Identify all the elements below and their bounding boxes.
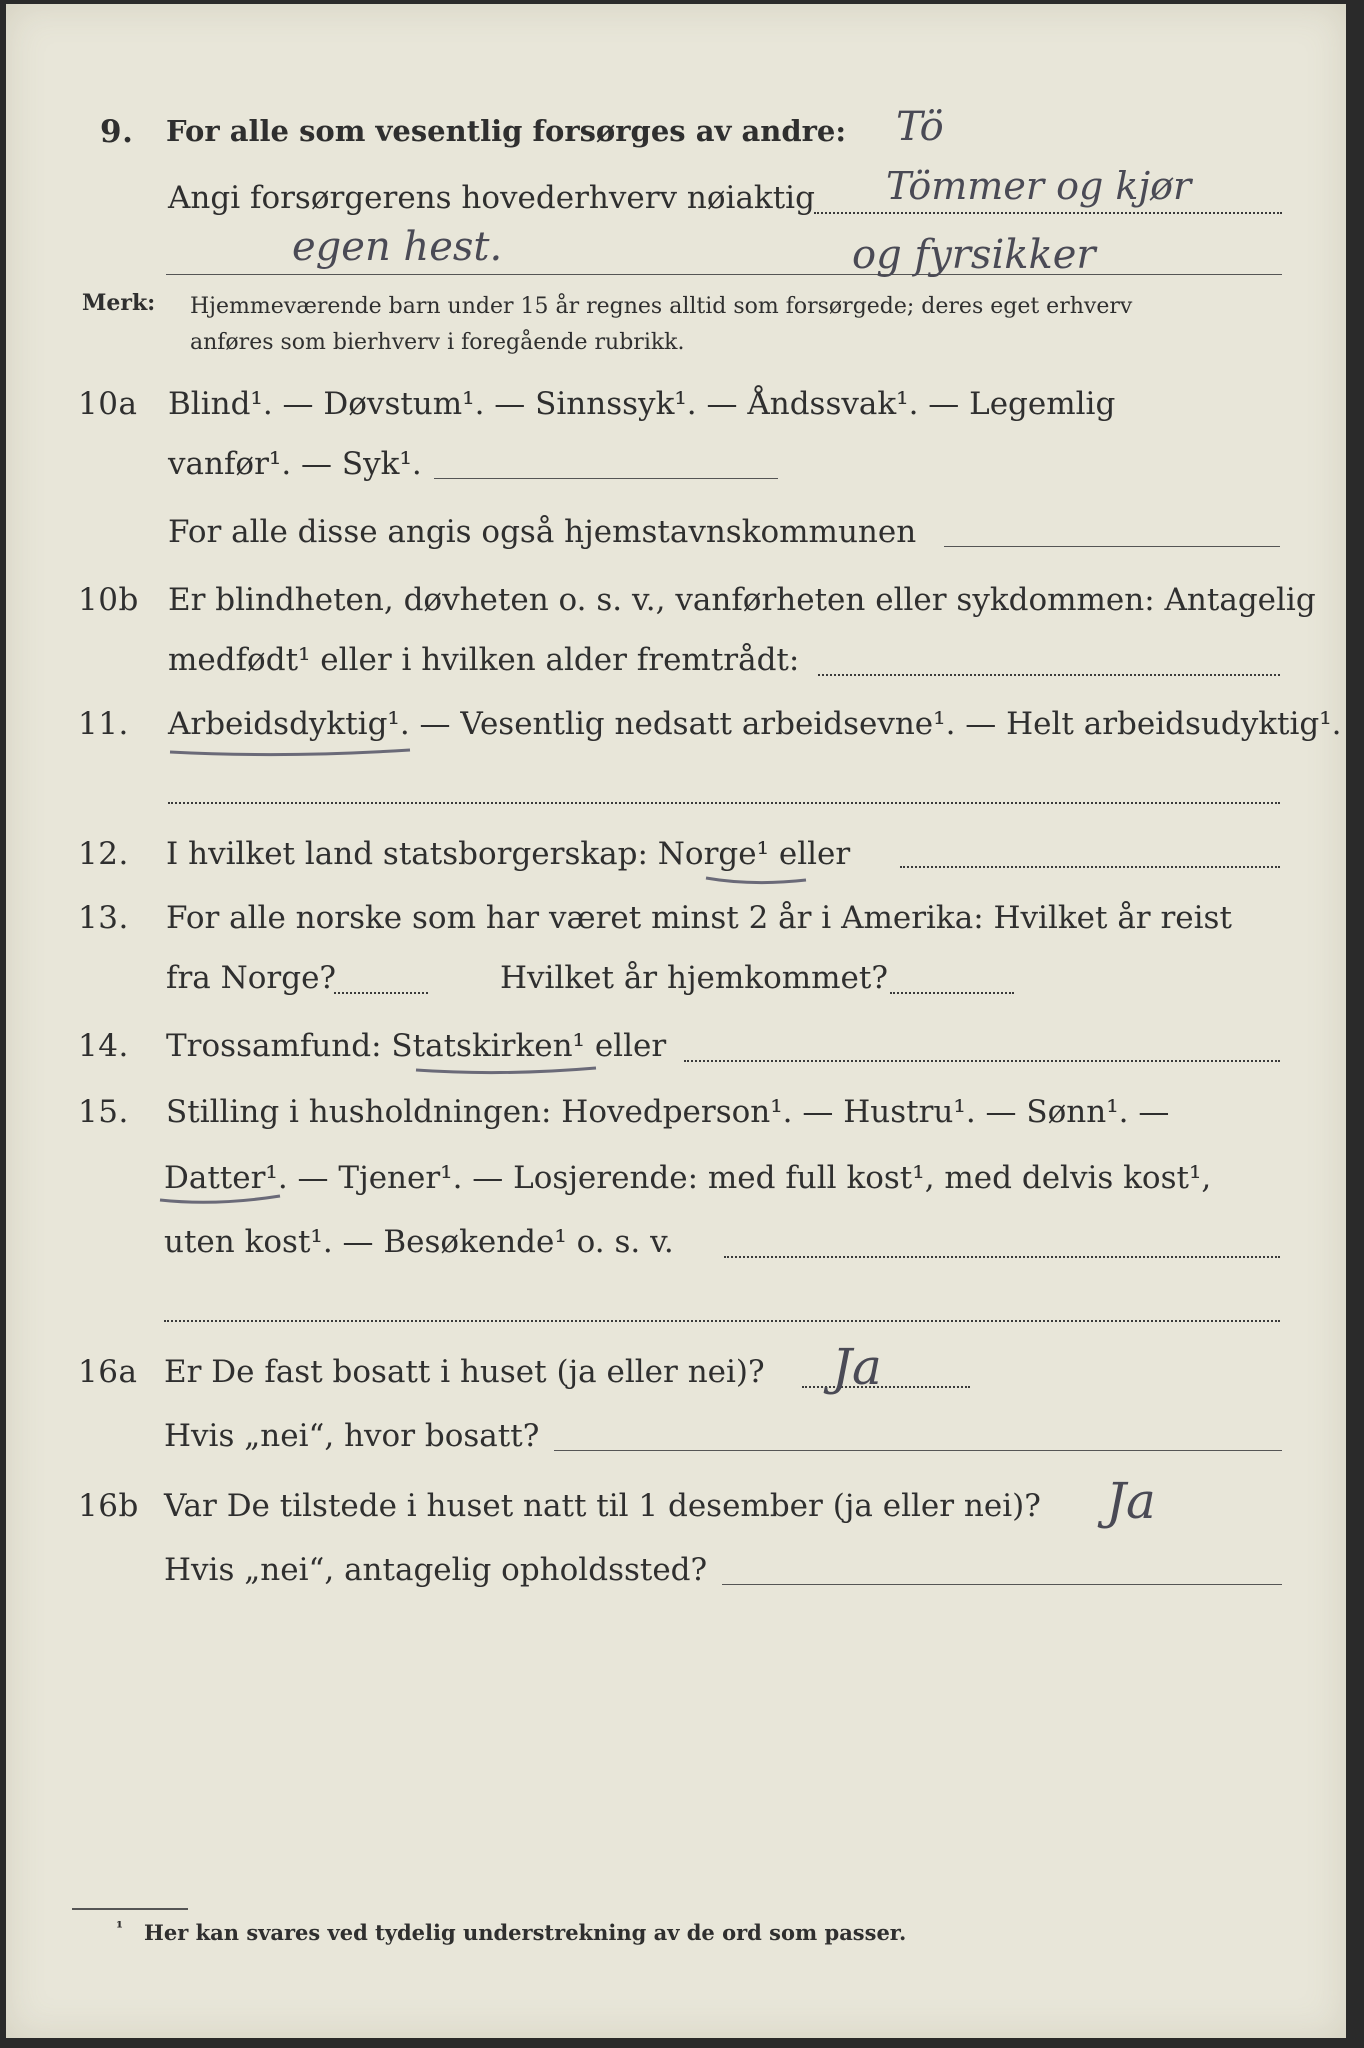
q10b-answer-line (818, 674, 1280, 676)
q9-answer-line-2 (166, 274, 1282, 275)
q15-line-3: uten kost¹. — Besøkende¹ o. s. v. (164, 1224, 674, 1260)
q15-underline-mark (156, 1190, 286, 1208)
q16a-bosatt-line (554, 1450, 1282, 1451)
q12-number: 12. (78, 836, 129, 872)
q15-line-1: Stilling i husholdningen: Hovedperson¹. — Hustru¹. — Sønn¹. — (166, 1094, 1170, 1130)
q10a-line-3: For alle disse angis også hjemstavnskommunen (168, 514, 917, 550)
q16a-line-1: Er De fast bosatt i huset (ja eller nei)? (164, 1354, 765, 1390)
merk-label: Merk: (82, 290, 156, 316)
q10a-line-1: Blind¹. — Døvstum¹. — Sinnssyk¹. — Åndssvak¹. — Legemlig (168, 386, 1116, 422)
q10a-line-2: vanfør¹. — Syk¹. (168, 446, 422, 482)
merk-line-1: Hjemmeværende barn under 15 år regnes alltid som forsørgede; deres eget erhverv (190, 294, 1133, 319)
q10a-kommune-line (944, 546, 1280, 547)
q15-answer-line (724, 1256, 1280, 1258)
q15-number: 15. (78, 1094, 129, 1130)
footnote-text: Her kan svares ved tydelig understrekning av de ord som passer. (144, 1920, 907, 1945)
footnote-mark: ¹ (116, 1918, 124, 1937)
q10a-syk-line (434, 478, 778, 479)
q15-line-2: Datter¹. — Tjener¹. — Losjerende: med full kost¹, med delvis kost¹, (164, 1160, 1212, 1196)
merk-line-2: anføres som bierhverv i foregående rubrikk. (190, 330, 685, 355)
q12-line-1: I hvilket land statsborgerskap: Norge¹ eller (166, 836, 851, 872)
q16a-answer-handwritten: Ja (832, 1338, 882, 1396)
q13-line-1: For alle norske som har været minst 2 år i Amerika: Hvilket år reist (166, 900, 1232, 936)
q14-number: 14. (78, 1028, 129, 1064)
q12-underline-mark (702, 872, 812, 888)
q10b-line-1: Er blindheten, døvheten o. s. v., vanførheten eller sykdommen: Antagelig (168, 582, 1316, 618)
q14-answer-line (684, 1060, 1280, 1062)
q16b-answer-handwritten: Ja (1106, 1472, 1156, 1530)
q16b-opholdssted-line (722, 1584, 1282, 1585)
q16b-line-2: Hvis „nei“, antagelig opholdssted? (164, 1552, 708, 1588)
q12-answer-line (900, 866, 1280, 868)
q9-prompt: Angi forsørgerens hovederhverv nøiaktig (168, 180, 815, 216)
q13-hjemkommet-line (890, 992, 1014, 994)
q10a-number: 10a (78, 386, 138, 422)
q14-line-1: Trossamfund: Statskirken¹ eller (166, 1028, 667, 1064)
q11-line-1: Arbeidsdyktig¹. — Vesentlig nedsatt arbeidsevne¹. — Helt arbeidsudyktig¹. (168, 706, 1342, 742)
q16a-number: 16a (78, 1354, 138, 1390)
q9-answer-handwritten-2b: og fyrsikker (852, 232, 1096, 278)
q9-answer-handwritten-2a: egen hest. (292, 224, 503, 270)
q9-answer-line-1 (814, 212, 1282, 214)
census-form-page (6, 4, 1346, 2038)
q13-reist-line (334, 992, 428, 994)
q9-number: 9. (100, 114, 134, 150)
q16b-line-1: Var De tilstede i huset natt til 1 desember (ja eller nei)? (164, 1488, 1041, 1524)
q16a-line-2: Hvis „nei“, hvor bosatt? (164, 1418, 540, 1454)
q10b-line-2: medfødt¹ eller i hvilken alder fremtrådt: (168, 642, 800, 678)
q14-underline-mark (412, 1062, 602, 1080)
q13-number: 13. (78, 900, 129, 936)
q11-underline-mark (166, 742, 416, 762)
q9-answer-handwritten-1: Tömmer og kjør (886, 164, 1192, 208)
q13-line-2a: fra Norge? (166, 960, 337, 996)
q16b-number: 16b (78, 1488, 139, 1524)
q11-number: 11. (78, 706, 129, 742)
q15-answer-line-2 (164, 1320, 1280, 1322)
q13-line-2b: Hvilket år hjemkommet? (500, 960, 888, 996)
q9-hand-mark: Tö (896, 104, 944, 150)
q9-title: For alle som vesentlig forsørges av andre: (166, 114, 847, 148)
q10b-number: 10b (78, 582, 139, 618)
q16a-answer-line (802, 1386, 970, 1388)
footnote-rule (72, 1908, 188, 1910)
q11-answer-line (168, 802, 1280, 804)
